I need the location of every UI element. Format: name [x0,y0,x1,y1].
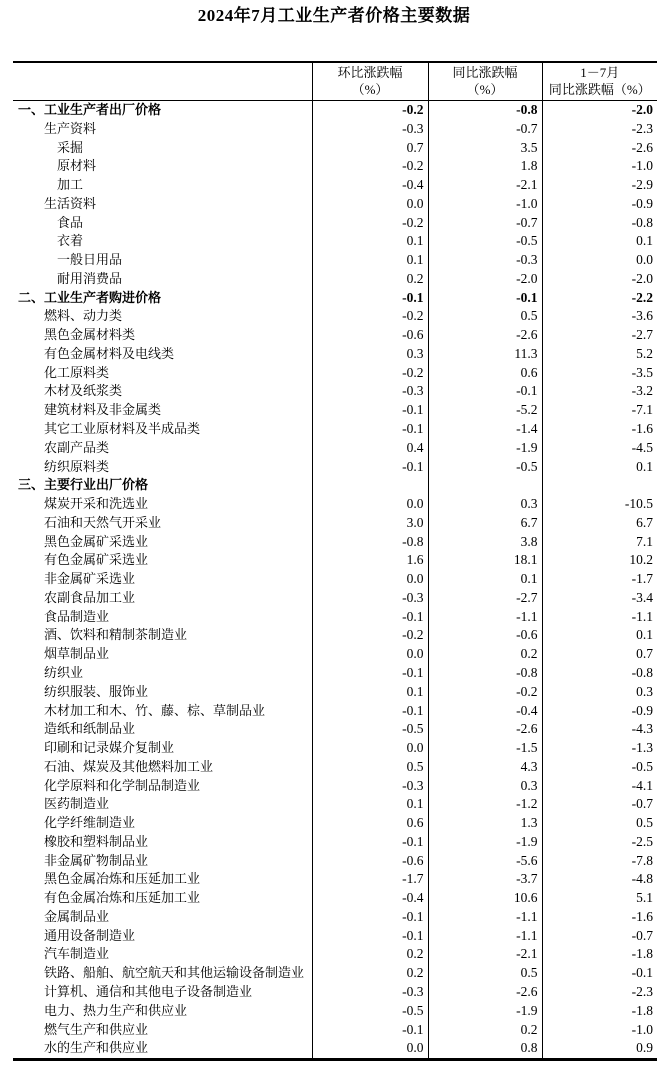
header-line: 同比涨跌幅 [452,65,518,80]
row-value: -0.8 [428,101,542,120]
row-value: 1.3 [428,814,542,833]
row-label: 橡胶和塑料制品业 [44,833,149,849]
row-value: -3.6 [542,307,657,326]
row-label: 燃气生产和供应业 [44,1021,149,1037]
table-row [13,476,657,495]
row-value: -5.6 [428,852,542,871]
table-row [13,720,657,739]
row-label: 一、工业生产者出厂价格 [18,102,162,117]
row-value: 5.2 [542,345,657,364]
row-value: -2.5 [542,833,657,852]
row-value: -1.6 [542,420,657,439]
row-value: 0.0 [312,195,428,214]
header-mom-change [312,62,428,101]
row-label: 非金属矿采选业 [44,571,136,587]
row-label: 石油和天然气开采业 [44,514,162,530]
row-value: -2.9 [542,176,657,195]
row-value: 0.9 [542,1039,657,1059]
row-label: 印刷和记录媒介复制业 [44,740,175,756]
row-value: -0.7 [542,927,657,946]
row-label: 金属制品业 [44,908,110,924]
table-row [13,551,657,570]
row-value: -0.1 [312,458,428,477]
header-line: 环比涨跌幅 [337,65,403,80]
row-label: 采掘 [57,139,84,155]
row-value: 1.6 [312,551,428,570]
row-value: -0.1 [542,964,657,983]
row-value: -0.8 [542,214,657,233]
row-value: -0.1 [312,833,428,852]
row-value: 5.1 [542,889,657,908]
row-value: 0.2 [312,964,428,983]
row-value: 3.5 [428,139,542,158]
row-value: 0.0 [542,251,657,270]
row-value: -0.1 [312,289,428,308]
row-label: 黑色金属材料类 [44,327,136,343]
row-label: 汽车制造业 [44,946,110,962]
row-value: 0.2 [312,270,428,289]
table-row [13,870,657,889]
row-value: -4.5 [542,439,657,458]
row-value: -2.6 [428,983,542,1002]
row-value: -2.7 [428,589,542,608]
row-value: -0.7 [428,120,542,139]
row-value: 0.1 [312,232,428,251]
row-value: -0.2 [428,683,542,702]
row-value: 0.2 [428,645,542,664]
price-data-table [13,61,657,1061]
row-value: -1.1 [428,908,542,927]
row-value: -0.2 [312,101,428,120]
row-value: 0.1 [312,251,428,270]
row-label: 酒、饮料和精制茶制造业 [44,627,188,643]
row-value: -1.7 [542,570,657,589]
row-label: 化学纤维制造业 [44,815,136,831]
row-value: -0.6 [428,626,542,645]
header-ytd-yoy-change [542,62,657,101]
row-value: -1.6 [542,908,657,927]
table-row [13,364,657,383]
row-label: 烟草制品业 [44,646,110,662]
row-value: -0.2 [312,307,428,326]
row-value: 0.5 [542,814,657,833]
row-value: -0.3 [312,983,428,1002]
row-value: -0.1 [312,908,428,927]
table-row [13,702,657,721]
table-row [13,176,657,195]
row-value: -3.2 [542,382,657,401]
row-value: -0.4 [312,889,428,908]
row-value: -0.2 [312,214,428,233]
table-row [13,420,657,439]
row-value: 1.8 [428,157,542,176]
row-value: -0.1 [312,420,428,439]
row-label: 燃料、动力类 [44,308,123,324]
table-row [13,232,657,251]
table-row [13,195,657,214]
row-value: -2.1 [428,945,542,964]
row-value: -0.7 [428,214,542,233]
row-label: 木材及纸浆类 [44,383,123,399]
row-value: -0.5 [428,458,542,477]
table-row [13,1039,657,1059]
row-value: -1.8 [542,945,657,964]
row-value: -0.1 [428,289,542,308]
row-value: -0.2 [312,364,428,383]
row-value: 0.5 [312,758,428,777]
row-value: -1.2 [428,795,542,814]
row-value: 0.3 [428,777,542,796]
row-label: 三、主要行业出厂价格 [18,477,149,493]
row-value: 0.7 [312,139,428,158]
row-value: -2.0 [542,101,657,120]
row-value: 0.6 [428,364,542,383]
table-row [13,401,657,420]
row-label: 计算机、通信和其他电子设备制造业 [44,983,253,999]
row-value: 0.8 [428,1039,542,1059]
row-value: 0.1 [428,570,542,589]
header-label-cell [13,62,312,101]
row-value: 0.4 [312,439,428,458]
row-label: 非金属矿物制品业 [44,852,149,868]
row-label: 造纸和纸制品业 [44,721,136,737]
row-value: -2.3 [542,983,657,1002]
row-value: -4.1 [542,777,657,796]
header-line: （%） [466,82,504,97]
row-value: -0.4 [312,176,428,195]
table-row [13,289,657,308]
table-row [13,927,657,946]
table-row [13,120,657,139]
row-value: -0.9 [542,195,657,214]
row-value: -0.5 [312,1002,428,1021]
row-label: 水的生产和供应业 [44,1040,149,1056]
row-value: 0.2 [312,945,428,964]
row-value: -0.3 [312,120,428,139]
row-value: -0.2 [312,626,428,645]
table-row [13,1002,657,1021]
row-value: 6.7 [542,514,657,533]
row-label: 纺织原料类 [44,458,110,474]
row-label: 其它工业原材料及半成品类 [44,421,201,437]
row-value: 10.6 [428,889,542,908]
row-value: -3.4 [542,589,657,608]
row-value: 6.7 [428,514,542,533]
row-label: 耐用消费品 [57,270,123,286]
row-value: 0.7 [542,645,657,664]
row-value: -0.2 [312,157,428,176]
row-value: -0.3 [312,589,428,608]
row-label: 有色金属材料及电线类 [44,345,175,361]
table-row [13,758,657,777]
table-row [13,533,657,552]
table-row [13,664,657,683]
table-row [13,814,657,833]
row-value: 0.5 [428,307,542,326]
row-label: 有色金属矿采选业 [44,552,149,568]
row-value [312,476,428,495]
row-value: -0.3 [312,382,428,401]
table-row [13,345,657,364]
row-label: 黑色金属矿采选业 [44,533,149,549]
row-value: -0.1 [312,608,428,627]
row-value: -1.0 [542,1021,657,1040]
row-value: -0.9 [542,702,657,721]
row-label: 生产资料 [44,120,97,136]
row-label: 通用设备制造业 [44,927,136,943]
row-label: 加工 [57,177,84,193]
row-label: 化工原料类 [44,364,110,380]
row-value [542,476,657,495]
row-label: 煤炭开采和洗选业 [44,496,149,512]
table-row [13,214,657,233]
table-row [13,608,657,627]
row-value: 0.1 [542,232,657,251]
row-value: 0.6 [312,814,428,833]
table-row [13,514,657,533]
row-label: 电力、热力生产和供应业 [44,1002,188,1018]
table-row [13,777,657,796]
row-label: 农副产品类 [44,439,110,455]
row-value: -1.3 [542,739,657,758]
row-value: -5.2 [428,401,542,420]
row-value: -0.5 [312,720,428,739]
row-value: -10.5 [542,495,657,514]
row-value: -0.1 [312,927,428,946]
table-row [13,626,657,645]
table-row [13,101,657,120]
row-label: 石油、煤炭及其他燃料加工业 [44,758,214,774]
table-row [13,139,657,158]
row-value: 4.3 [428,758,542,777]
table-row [13,795,657,814]
row-value: -2.6 [428,720,542,739]
row-label: 化学原料和化学制品制造业 [44,777,201,793]
table-row [13,270,657,289]
row-value: -1.0 [542,157,657,176]
row-label: 农副食品加工业 [44,589,136,605]
table-row [13,739,657,758]
row-value: -2.1 [428,176,542,195]
table-body [13,101,657,1060]
row-value: -0.7 [542,795,657,814]
row-value: -1.9 [428,439,542,458]
table-header [13,62,657,101]
table-row [13,251,657,270]
row-value: -0.1 [428,382,542,401]
row-value: 11.3 [428,345,542,364]
table-row [13,458,657,477]
row-label: 纺织服装、服饰业 [44,683,149,699]
row-value: -0.1 [312,1021,428,1040]
row-label: 木材加工和木、竹、藤、棕、草制品业 [44,702,266,718]
row-value: 0.3 [428,495,542,514]
row-value: 0.2 [428,1021,542,1040]
row-value: -2.3 [542,120,657,139]
row-label: 生活资料 [44,195,97,211]
row-value: 0.0 [312,570,428,589]
row-label: 有色金属冶炼和压延加工业 [44,890,201,906]
table-row [13,945,657,964]
row-value: -1.9 [428,833,542,852]
page-title: 2024年7月工业生产者价格主要数据 [197,6,471,25]
row-value: 0.3 [542,683,657,702]
row-label: 衣着 [57,233,84,249]
row-label: 食品 [57,214,84,230]
row-value: 0.1 [312,683,428,702]
header-line: （%） [351,82,389,97]
row-label: 原材料 [57,158,97,174]
row-value: -1.1 [428,608,542,627]
row-value: 0.0 [312,645,428,664]
row-label: 医药制造业 [44,796,110,812]
table-row [13,683,657,702]
row-value: -3.5 [542,364,657,383]
row-value: -0.6 [312,852,428,871]
row-value: 3.8 [428,533,542,552]
row-value: 0.0 [312,495,428,514]
row-value: -0.1 [312,664,428,683]
table-row [13,983,657,1002]
table-row [13,382,657,401]
row-value: -4.3 [542,720,657,739]
row-value: 0.5 [428,964,542,983]
row-value: -4.8 [542,870,657,889]
row-value: 0.1 [312,795,428,814]
row-value: -0.5 [428,232,542,251]
table-row [13,570,657,589]
row-value: -0.8 [312,533,428,552]
table-row [13,645,657,664]
table-row [13,833,657,852]
row-value: -0.1 [312,401,428,420]
row-label: 黑色金属冶炼和压延加工业 [44,871,201,887]
table-row [13,1021,657,1040]
row-label: 纺织业 [44,664,84,680]
row-value: -2.0 [428,270,542,289]
row-label: 食品制造业 [44,608,110,624]
row-value: 0.3 [312,345,428,364]
row-value: -2.2 [542,289,657,308]
row-label: 一般日用品 [57,252,123,268]
header-row [13,62,657,101]
row-value: 18.1 [428,551,542,570]
row-value: -0.1 [312,702,428,721]
row-value: -1.9 [428,1002,542,1021]
row-value: -3.7 [428,870,542,889]
row-value: -2.6 [428,326,542,345]
row-value: -7.8 [542,852,657,871]
row-label: 二、工业生产者购进价格 [18,289,162,305]
row-value: 0.0 [312,739,428,758]
row-value: 0.1 [542,458,657,477]
header-line: 1－7月 [580,65,620,80]
row-value: 3.0 [312,514,428,533]
row-value: -0.8 [542,664,657,683]
row-value [428,476,542,495]
row-value: -0.8 [428,664,542,683]
header-yoy-change [428,62,542,101]
row-value: -2.6 [542,139,657,158]
row-value: -0.6 [312,326,428,345]
row-value: -1.7 [312,870,428,889]
table-row [13,964,657,983]
table-row [13,439,657,458]
row-label: 铁路、船舶、航空航天和其他运输设备制造业 [44,965,305,981]
row-value: -1.5 [428,739,542,758]
row-value: 0.0 [312,1039,428,1059]
row-value: -1.0 [428,195,542,214]
table-row [13,307,657,326]
row-value: -0.4 [428,702,542,721]
table-row [13,852,657,871]
row-value: -0.3 [428,251,542,270]
table-row [13,495,657,514]
table-row [13,889,657,908]
row-value: -0.5 [542,758,657,777]
row-value: -2.7 [542,326,657,345]
table-row [13,908,657,927]
row-value: -1.1 [542,608,657,627]
row-value: -1.8 [542,1002,657,1021]
table-row [13,326,657,345]
row-value: 7.1 [542,533,657,552]
row-value: -2.0 [542,270,657,289]
row-value: -7.1 [542,401,657,420]
row-value: -1.1 [428,927,542,946]
row-label: 建筑材料及非金属类 [44,402,162,418]
table-row [13,589,657,608]
row-value: 10.2 [542,551,657,570]
row-value: -0.3 [312,777,428,796]
row-value: -1.4 [428,420,542,439]
table-row [13,157,657,176]
row-value: 0.1 [542,626,657,645]
header-line: 同比涨跌幅（%） [548,82,651,97]
